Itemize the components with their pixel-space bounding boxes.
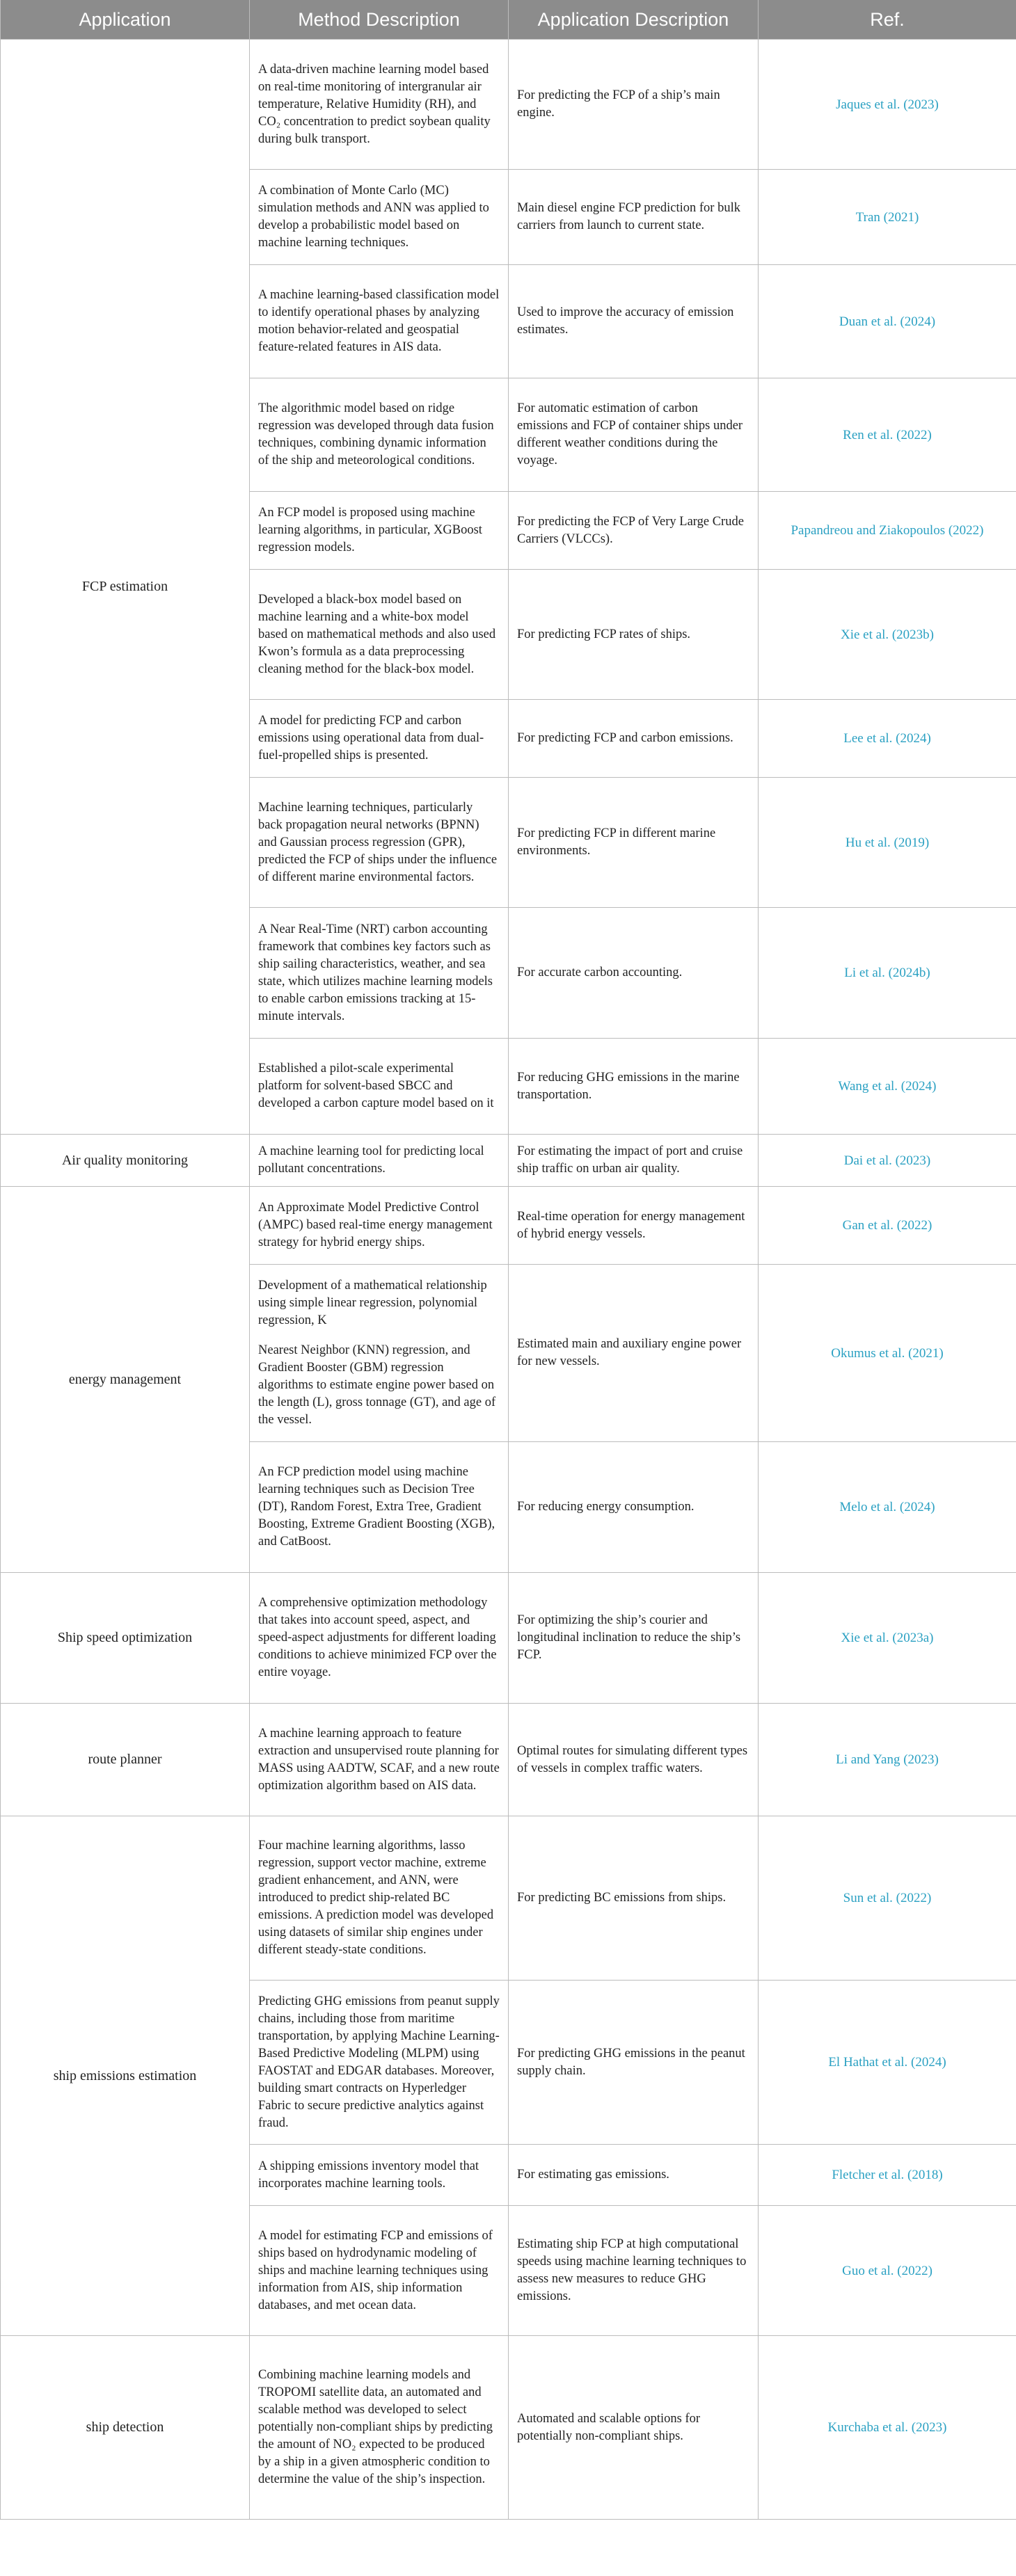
description-cell: For predicting the FCP of a ship’s main engine.: [509, 40, 759, 170]
description-cell: For accurate carbon accounting.: [509, 908, 759, 1039]
ref-link[interactable]: Jaques et al. (2023): [759, 40, 1016, 170]
ref-link[interactable]: Ren et al. (2022): [759, 378, 1016, 492]
method-cell: A model for estimating FCP and emissions of ships based on hydrodynamic modeling of ships and machine learning techniques using information from AIS, ship information databases, and met ocean data.: [250, 2206, 509, 2336]
header-application-description: Application Description: [509, 0, 759, 40]
ref-link[interactable]: Duan et al. (2024): [759, 265, 1016, 378]
table-row: [1, 1573, 1016, 1704]
ref-link[interactable]: Sun et al. (2022): [759, 1816, 1016, 1981]
description-cell: Optimal routes for simulating different types of vessels in complex traffic waters.: [509, 1704, 759, 1816]
ref-link[interactable]: Dai et al. (2023): [759, 1135, 1016, 1187]
table-row: [1, 1816, 1016, 1981]
ref-link[interactable]: Papandreou and Ziakopoulos (2022): [759, 492, 1016, 570]
application-cell: Air quality monitoring: [1, 1135, 250, 1187]
ref-link[interactable]: Xie et al. (2023a): [759, 1573, 1016, 1704]
header-application: Application: [1, 0, 250, 40]
description-cell: For predicting the FCP of Very Large Crude Carriers (VLCCs).: [509, 492, 759, 570]
description-cell: For predicting FCP rates of ships.: [509, 570, 759, 700]
method-cell: Four machine learning algorithms, lasso regression, support vector machine, extreme gradient enhancement, and ANN, were introduced to predict ship-related BC emissions. A prediction model was developed using datasets of similar ship engines under different steady-state conditions.: [250, 1816, 509, 1981]
method-cell: Developed a black-box model based on machine learning and a white-box model based on mathematical methods and also used Kwon’s formula as a data preprocessing cleaning method for the black-box model.: [250, 570, 509, 700]
table-row: [1, 2336, 1016, 2520]
description-cell: For predicting GHG emissions in the peanut supply chain.: [509, 1981, 759, 2145]
method-cell: A Near Real-Time (NRT) carbon accounting framework that combines key factors such as ship sailing characteristics, weather, and sea state, which utilizes machine learning models to enable carbon emissions tracking at 15-minute intervals.: [250, 908, 509, 1039]
method-text-continued: Nearest Neighbor (KNN) regression, and Gradient Booster (GBM) regression algorithms to estimate engine power based on the length (L), gross tonnage (GT), and age of the vessel.: [258, 1343, 496, 1427]
ref-link[interactable]: Hu et al. (2019): [759, 778, 1016, 908]
description-cell: For reducing energy consumption.: [509, 1442, 759, 1573]
method-cell: A machine learning-based classification model to identify operational phases by analyzing motion behavior-related and geospatial feature-related features in AIS data.: [250, 265, 509, 378]
ref-link[interactable]: Okumus et al. (2021): [759, 1265, 1016, 1442]
method-cell: A shipping emissions inventory model that incorporates machine learning tools.: [250, 2145, 509, 2206]
table-row: [1, 1704, 1016, 1816]
method-cell: An FCP model is proposed using machine learning algorithms, in particular, XGBoost regression models.: [250, 492, 509, 570]
header-row: [1, 0, 1016, 40]
method-cell: A comprehensive optimization methodology that takes into account speed, aspect, and speed-aspect adjustments for different loading conditions to achieve minimized FCP over the entire voyage.: [250, 1573, 509, 1704]
ref-link[interactable]: Fletcher et al. (2018): [759, 2145, 1016, 2206]
description-cell: Automated and scalable options for potentially non-compliant ships.: [509, 2336, 759, 2520]
ref-link[interactable]: Wang et al. (2024): [759, 1039, 1016, 1135]
description-cell: Estimated main and auxiliary engine power for new vessels.: [509, 1265, 759, 1442]
ref-link[interactable]: El Hathat et al. (2024): [759, 1981, 1016, 2145]
method-cell: A machine learning approach to feature extraction and unsupervised route planning for MASS using AADTW, SCAF, and a new route optimization algorithm based on AIS data.: [250, 1704, 509, 1816]
description-cell: For automatic estimation of carbon emissions and FCP of container ships under different weather conditions during the voyage.: [509, 378, 759, 492]
description-cell: For predicting FCP and carbon emissions.: [509, 700, 759, 778]
description-cell: For predicting BC emissions from ships.: [509, 1816, 759, 1981]
ref-link[interactable]: Li et al. (2024b): [759, 908, 1016, 1039]
method-cell: Predicting GHG emissions from peanut supply chains, including those from maritime transportation, by applying Machine Learning-Based Predictive Modeling (MLPM) using FAOSTAT and EDGAR databases. Moreover, building smart contracts on Hyperledger Fabric to secure predictive analytics against fraud.: [250, 1981, 509, 2145]
method-cell: [250, 1265, 509, 1442]
method-cell: An Approximate Model Predictive Control (AMPC) based real-time energy management strategy for hybrid energy ships.: [250, 1187, 509, 1265]
ref-link[interactable]: Tran (2021): [759, 170, 1016, 265]
application-cell: energy management: [1, 1187, 250, 1573]
description-cell: For estimating gas emissions.: [509, 2145, 759, 2206]
description-cell: For optimizing the ship’s courier and longitudinal inclination to reduce the ship’s FCP.: [509, 1573, 759, 1704]
method-cell: An FCP prediction model using machine learning techniques such as Decision Tree (DT), Random Forest, Extra Tree, Gradient Boosting, Extreme Gradient Boosting (XGB), and CatBoost.: [250, 1442, 509, 1573]
table-row: [1, 1135, 1016, 1187]
method-cell: A data-driven machine learning model based on real-time monitoring of intergranular air temperature, Relative Humidity (RH), and CO₂ concentration to predict soybean quality during bulk transport.: [250, 40, 509, 170]
application-cell: ship emissions estimation: [1, 1816, 250, 2336]
application-cell: FCP estimation: [1, 40, 250, 1135]
method-text: Development of a mathematical relationship using simple linear regression, polynomial regression, K: [258, 1279, 487, 1327]
description-cell: Real-time operation for energy management of hybrid energy vessels.: [509, 1187, 759, 1265]
ref-link[interactable]: Melo et al. (2024): [759, 1442, 1016, 1573]
header-ref: Ref.: [759, 0, 1016, 40]
method-cell: A combination of Monte Carlo (MC) simulation methods and ANN was applied to develop a probabilistic model based on machine learning techniques.: [250, 170, 509, 265]
description-cell: Used to improve the accuracy of emission estimates.: [509, 265, 759, 378]
method-cell: Machine learning techniques, particularly back propagation neural networks (BPNN) and Gaussian process regression (GPR), predicted the FCP of ships under the influence of different marine environmental factors.: [250, 778, 509, 908]
ref-link[interactable]: Guo et al. (2022): [759, 2206, 1016, 2336]
header-method-description: Method Description: [250, 0, 509, 40]
application-cell: route planner: [1, 1704, 250, 1816]
description-cell: For reducing GHG emissions in the marine transportation.: [509, 1039, 759, 1135]
ref-link[interactable]: Li and Yang (2023): [759, 1704, 1016, 1816]
method-cell: Established a pilot-scale experimental platform for solvent-based SBCC and developed a carbon capture model based on it: [250, 1039, 509, 1135]
table-row: [1, 40, 1016, 170]
method-cell: Combining machine learning models and TROPOMI satellite data, an automated and scalable method was developed to select potentially non-compliant ships by predicting the amount of NO₂ expected to be produced by a ship in a given atmospheric condition to determine the value of the ship’s inspection.: [250, 2336, 509, 2520]
ref-link[interactable]: Kurchaba et al. (2023): [759, 2336, 1016, 2520]
ref-link[interactable]: Gan et al. (2022): [759, 1187, 1016, 1265]
description-cell: For predicting FCP in different marine environments.: [509, 778, 759, 908]
application-cell: Ship speed optimization: [1, 1573, 250, 1704]
description-cell: Estimating ship FCP at high computational speeds using machine learning techniques to assess new measures to reduce GHG emissions.: [509, 2206, 759, 2336]
application-cell: ship detection: [1, 2336, 250, 2520]
method-cell: A model for predicting FCP and carbon emissions using operational data from dual-fuel-propelled ships is presented.: [250, 700, 509, 778]
description-cell: Main diesel engine FCP prediction for bulk carriers from launch to current state.: [509, 170, 759, 265]
ref-link[interactable]: Lee et al. (2024): [759, 700, 1016, 778]
description-cell: For estimating the impact of port and cruise ship traffic on urban air quality.: [509, 1135, 759, 1187]
table-row: [1, 1187, 1016, 1265]
method-cell: A machine learning tool for predicting local pollutant concentrations.: [250, 1135, 509, 1187]
method-cell: The algorithmic model based on ridge regression was developed through data fusion techniques, combining dynamic information of the ship and meteorological conditions.: [250, 378, 509, 492]
ref-link[interactable]: Xie et al. (2023b): [759, 570, 1016, 700]
